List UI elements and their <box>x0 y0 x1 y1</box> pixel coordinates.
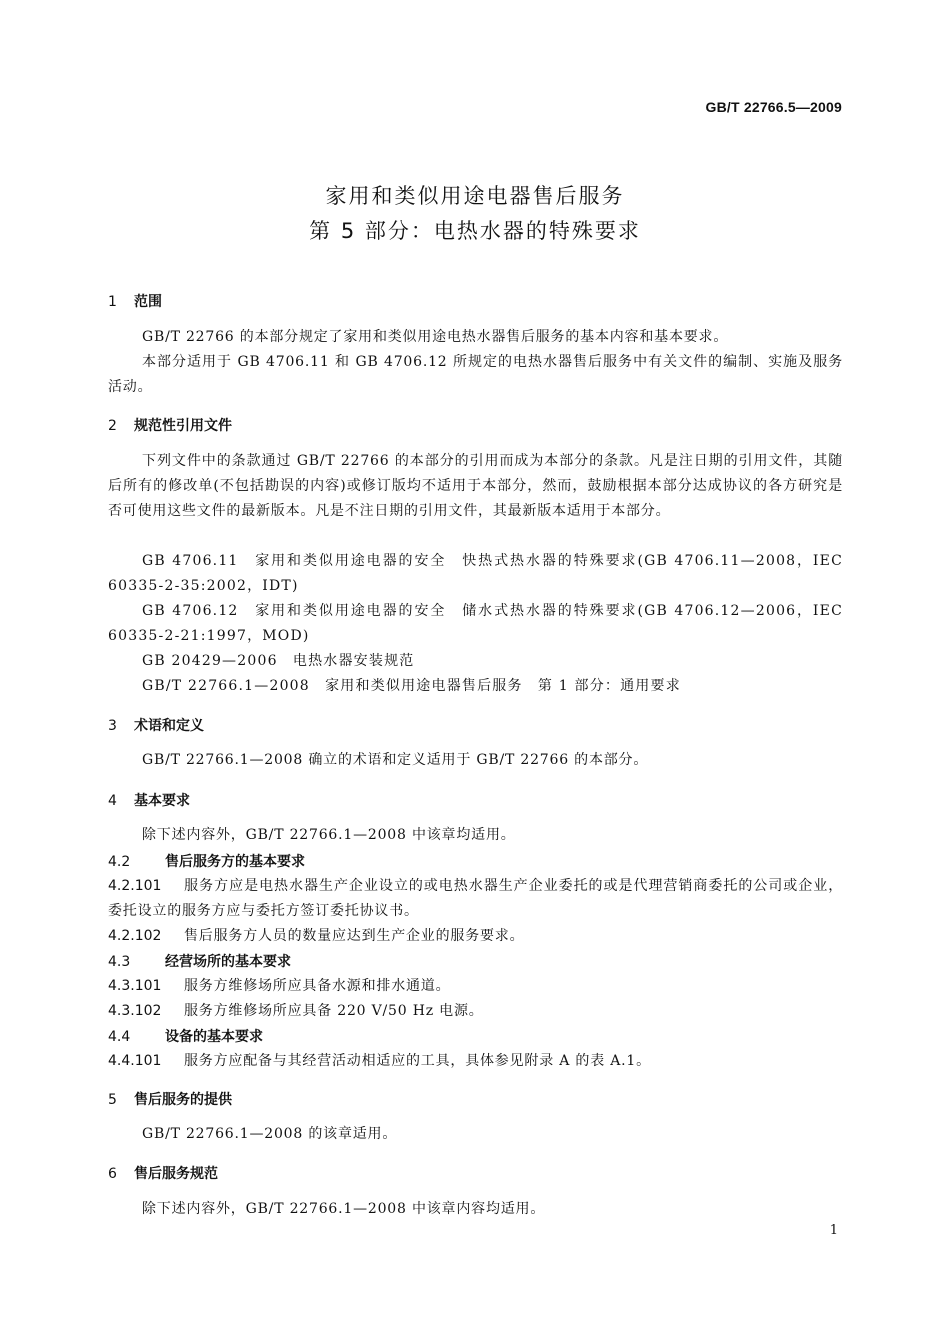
section-title: 售后服务规范 <box>134 1166 218 1182</box>
clause-4-3-102 <box>108 999 843 1024</box>
section-2-paragraph-1: 下列文件中的条款通过 GB/T 22766 的本部分的引用而成为本部分的条款。凡是注日期的引用文件，其随后所有的修改单(不包括勘误的内容)或修订版均不适用于本部分，然而，鼓励根据本部分达成协议的各方研究是否可使用这些文件的最新版本。凡是不注日期的引用文件，其最新版本适用于本部分。 <box>108 453 843 519</box>
section-number: 1 <box>108 294 117 310</box>
reference-item: GB 4706.12 家用和类似用途电器的安全 储水式热水器的特殊要求(GB 4706.12—2006，IEC 60335-2-21:1997，MOD) <box>108 603 843 644</box>
clause-4-2-101 <box>108 874 843 924</box>
section-number: 3 <box>108 718 117 734</box>
standard-number: GB/T 22766.5—2009 <box>705 99 842 115</box>
section-1-paragraph-1: GB/T 22766 的本部分规定了家用和类似用途电热水器售后服务的基本内容和基本要求。 <box>142 329 729 345</box>
clause-text: 服务方应是电热水器生产企业设立的或电热水器生产企业委托的或是代理营销商委托的公司或企业，委托设立的服务方应与委托方签订委托协议书。 <box>108 878 843 919</box>
section-number: 5 <box>108 1092 117 1108</box>
section-4-heading <box>108 790 190 810</box>
subsection-title: 设备的基本要求 <box>165 1029 263 1045</box>
clause-number: 4.2.101 <box>108 878 162 894</box>
reference-item: GB 4706.11 家用和类似用途电器的安全 快热式热水器的特殊要求(GB 4706.11—2008，IEC 60335-2-35:2002，IDT) <box>108 553 843 594</box>
reference-item: GB 20429—2006 电热水器安装规范 <box>142 653 415 669</box>
section-6-heading <box>108 1163 218 1183</box>
clause-number: 4.2.102 <box>108 928 162 944</box>
clause-text: 售后服务方人员的数量应达到生产企业的服务要求。 <box>184 928 525 944</box>
clause-number: 4.4.101 <box>108 1053 162 1069</box>
clause-number: 4.3.101 <box>108 978 162 994</box>
clause-4-2-102 <box>108 924 843 949</box>
section-3-paragraph-1: GB/T 22766.1—2008 确立的术语和定义适用于 GB/T 22766 的本部分。 <box>142 752 649 768</box>
section-number: 2 <box>108 418 117 434</box>
document-title-line2: 第 5 部分：电热水器的特殊要求 <box>309 219 641 243</box>
section-number: 6 <box>108 1166 117 1182</box>
subsection-title: 售后服务方的基本要求 <box>165 854 305 870</box>
document-title-line1: 家用和类似用途电器售后服务 <box>325 184 625 208</box>
subsection-number: 4.3 <box>108 954 131 970</box>
section-number: 4 <box>108 793 117 809</box>
clause-text: 服务方维修场所应具备 220 V/50 Hz 电源。 <box>184 1003 484 1019</box>
subsection-title: 经营场所的基本要求 <box>165 954 291 970</box>
clause-number: 4.3.102 <box>108 1003 162 1019</box>
section-1-heading <box>108 291 162 311</box>
clause-text: 服务方维修场所应具备水源和排水通道。 <box>184 978 451 994</box>
subsection-number: 4.4 <box>108 1029 131 1045</box>
page-number: 1 <box>829 1223 838 1238</box>
subsection-4-3-heading <box>108 951 291 971</box>
section-4-paragraph-1: 除下述内容外，GB/T 22766.1—2008 中该章均适用。 <box>142 827 516 843</box>
section-title: 基本要求 <box>134 793 190 809</box>
section-title: 术语和定义 <box>134 718 204 734</box>
section-3-heading <box>108 715 204 735</box>
section-title: 售后服务的提供 <box>134 1092 232 1108</box>
section-1-paragraph-2: 本部分适用于 GB 4706.11 和 GB 4706.12 所规定的电热水器售后服务中有关文件的编制、实施及服务活动。 <box>108 354 843 395</box>
subsection-4-4-heading <box>108 1026 263 1046</box>
section-title: 规范性引用文件 <box>134 418 232 434</box>
clause-text: 服务方应配备与其经营活动相适应的工具，具体参见附录 A 的表 A.1。 <box>184 1053 651 1069</box>
clause-4-4-101 <box>108 1049 843 1074</box>
subsection-number: 4.2 <box>108 854 131 870</box>
reference-item: GB/T 22766.1—2008 家用和类似用途电器售后服务 第 1 部分：通用要求 <box>142 678 681 694</box>
subsection-4-2-heading <box>108 851 305 871</box>
section-2-heading <box>108 415 232 435</box>
section-title: 范围 <box>134 294 162 310</box>
section-5-heading <box>108 1089 232 1109</box>
clause-4-3-101 <box>108 974 843 999</box>
section-5-paragraph-1: GB/T 22766.1—2008 的该章适用。 <box>142 1126 398 1142</box>
section-6-paragraph-1: 除下述内容外，GB/T 22766.1—2008 中该章内容均适用。 <box>142 1201 546 1217</box>
